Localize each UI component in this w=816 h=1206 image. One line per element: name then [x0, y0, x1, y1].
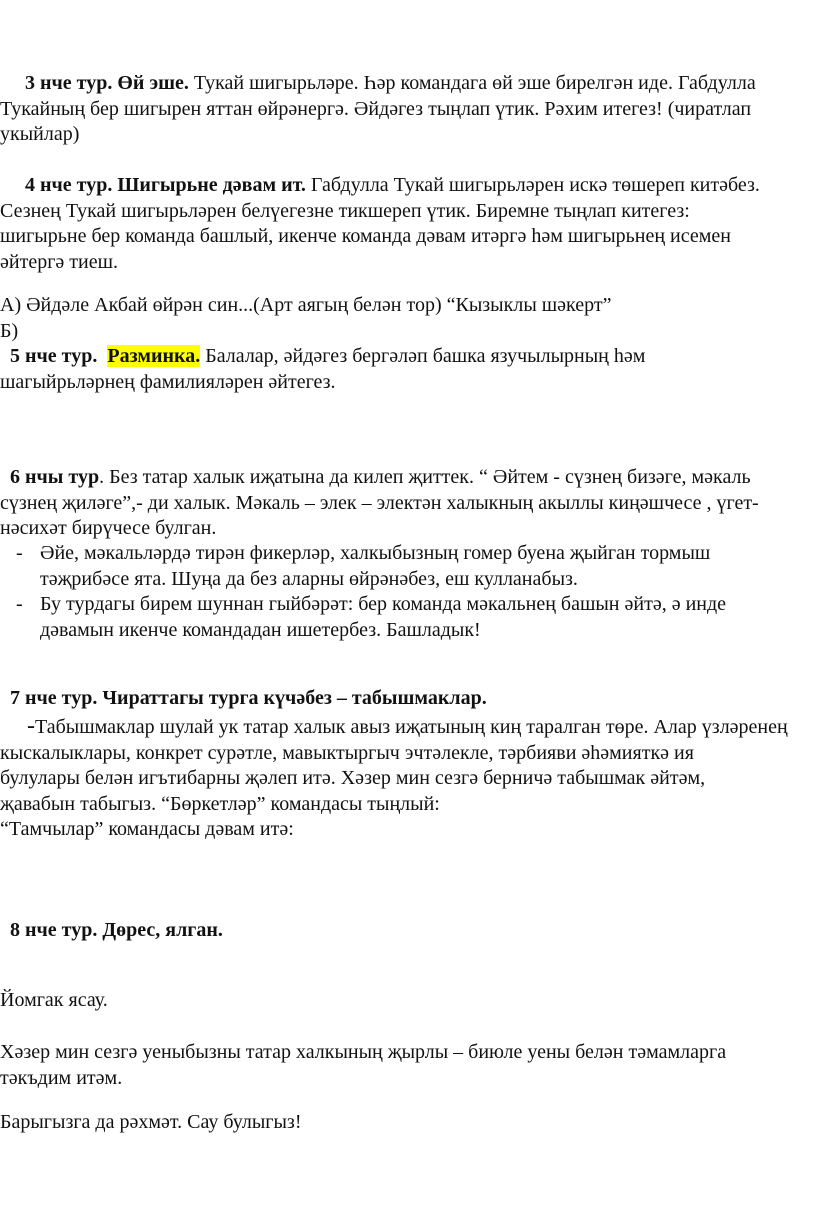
round4-line: шигырьне бер команда башлый, икенче команда дәвам итәргә һәм шигырьнең исемен [0, 225, 731, 247]
round4-line: Сезнең Тукай шигырьләрен белүегезне тикшереп үтик. Биремне тыңлап китегез: [0, 199, 690, 222]
round7-lead-line [0, 714, 816, 741]
round3-lead-text: Тукай шигырьләре. Һәр командага өй эше бирелгән иде. Габдулла [188, 72, 756, 94]
round3-heading: 3 нче тур. Өй эше. [25, 72, 189, 94]
round3-first-line [0, 71, 816, 97]
round6-lead-text: . Без татар халык иҗатына да килеп җиттек. “ Әйтем - сүзнең бизәге, мәкаль [99, 466, 751, 488]
round4-line: әйтергә тиеш. [0, 250, 118, 273]
round7-line: “Тамчылар” командасы дәвам итә: [0, 818, 294, 840]
bullet-line: Әйе, мәкальләрдә тирән фикерләр, халкыбызның гомер буена җыйган тормыш [40, 542, 711, 564]
round7-first-line [0, 686, 816, 712]
dash-marker: - [27, 713, 35, 739]
bullet-line: тәҗрибәсе ята. Шуңа да без аларны өйрәнәбез, еш кулланабыз. [40, 567, 578, 590]
round7-line: җавабын табыгыз. “Бөркетләр” командасы тыңлый: [0, 792, 440, 815]
dash-marker: - [16, 542, 23, 564]
round7-section [0, 686, 816, 712]
round3-line: укыйлар) [0, 123, 80, 145]
round8-section [0, 918, 816, 944]
round6-bullet [0, 592, 816, 643]
round6-bullet [0, 541, 816, 592]
closing-paragraph [0, 1040, 816, 1091]
item-b: Б) [0, 320, 19, 342]
round4-first-line [0, 173, 816, 199]
round7-body [0, 714, 816, 843]
round5-lead-text: Балалар, әйдәгез бергәләп башка язучылырның һәм [200, 345, 646, 367]
round6-section [0, 465, 816, 542]
round3-line: Тукайның бер шигырен яттан өйрәнергә. Әйдәгез тыңлап үтик. Рәхим итегез! (чиратлап [0, 97, 752, 120]
thanks-line: Барыгызга да рәхмәт. Сау булыгыз! [0, 1111, 302, 1133]
round7-line: кыскалыклары, конкрет сурәтле, мавыктыргыч эчтәлекле, тәрбияви әһәмияткә ия [0, 741, 694, 764]
round8-line [0, 918, 816, 944]
bullet-line: Бу турдагы бирем шуннан гыйбәрәт: бер команда мәкальнең башын әйтә, ә инде [40, 593, 727, 615]
round7-line: булулары белән игътибарны җәлеп итә. Хәзер мин сезгә берничә табышмак әйтәм, [0, 767, 706, 789]
round7-heading: 7 нче тур. Чираттагы турга күчәбез – табышмаклар. [10, 687, 487, 709]
round6-heading: 6 нчы тур [10, 466, 100, 488]
summary-heading: Йомгак ясау. [0, 989, 108, 1011]
dash-marker: - [16, 593, 23, 615]
item-a: А) Әйдәле Акбай өйрән син...(Арт аягың белән тор) “Кызыклы шәкерт” [0, 294, 612, 316]
round8-heading: 8 нче тур. Дөрес, ялган. [10, 919, 223, 941]
round4-heading: 4 нче тур. Шигырьне дәвам ит. [25, 174, 306, 196]
closing-line: Хәзер мин сезгә уеныбызны татар халкының җырлы – биюле уены белән тәмамларга [0, 1041, 727, 1063]
bullet-line: дәвамын икенче командадан ишетербез. Башладык! [40, 618, 481, 641]
round6-first-line [0, 465, 816, 491]
round5-heading: 5 нче тур. [10, 345, 98, 367]
round4-section [0, 173, 816, 275]
round7-lead-text: Табышмаклар шулай ук татар халык авыз иҗатының киң таралган төре. Алар үзләренең [35, 716, 788, 738]
round4-lead-text: Габдулла Тукай шигырьләрен искә төшереп китәбез. [305, 174, 760, 196]
round5-line: шагыйрьләрнең фамилияләрен әйтегез. [0, 370, 336, 393]
round5-section [0, 344, 816, 395]
round3-section [0, 71, 816, 148]
closing-line: тәкъдим итәм. [0, 1066, 123, 1089]
round6-line: сүзнең җиләге”,- ди халык. Мәкаль – элек – электән халыкның акыллы киңәшчесе , үгет- [0, 491, 759, 514]
round6-line: нәсихәт бирүчесе булган. [0, 517, 217, 539]
round5-first-line [0, 344, 816, 370]
round5-highlight: Разминка. [107, 345, 201, 367]
